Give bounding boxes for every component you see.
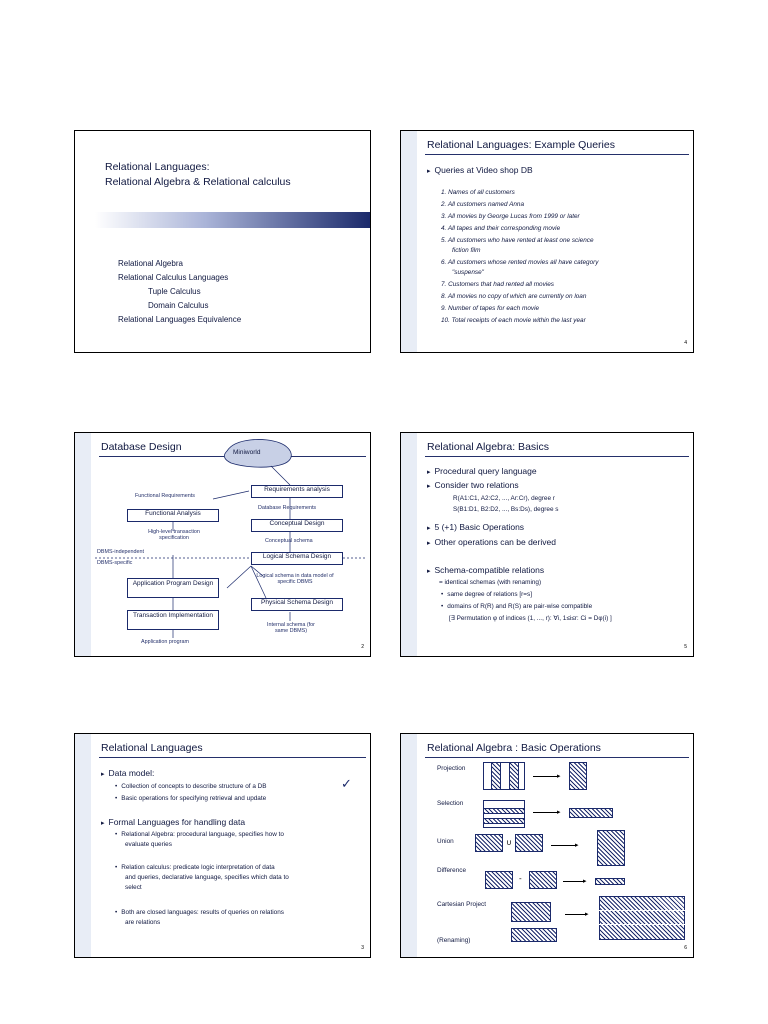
arrow-icon (533, 776, 559, 777)
bullet: ▸ Schema-compatible relations (427, 565, 544, 575)
page-number: 6 (684, 945, 687, 951)
title-rule (425, 456, 689, 457)
selection-row (483, 818, 525, 824)
projection-result (569, 762, 587, 790)
compat-line: = identical schemas (with renaming) (439, 579, 542, 586)
language-item: evaluate queries (125, 841, 172, 848)
slide1-title-line2: Relational Algebra & Relational calculus (105, 176, 291, 188)
selection-result (569, 808, 613, 818)
projection-col (509, 762, 519, 790)
title-rule (425, 757, 689, 758)
compat-line: [∃ Permutation φ of indices (1, ..., r): ∀i, 1≤i≤r: Ci = Dφ(i) ] (449, 615, 612, 622)
slide-basic-operations (400, 733, 694, 958)
bullet: ▸ Other operations can be derived (427, 537, 556, 547)
data-model-item: • Collection of concepts to describe structure of a DB (115, 783, 267, 790)
box-conceptual-design: Conceptual Design (251, 519, 343, 532)
cartesian-divider (599, 924, 685, 925)
title-gradient-bar (95, 212, 370, 228)
language-item: • Relational Algebra: procedural language, specifies how to (115, 831, 284, 838)
bullet: ▸ Consider two relations (427, 480, 519, 490)
slide-title (74, 130, 371, 353)
language-item: and queries, declarative language, specifies which data to (125, 874, 289, 881)
slide-sidebar (75, 734, 91, 957)
box-transaction-implementation: Transaction Implementation (127, 610, 219, 630)
title-rule (425, 154, 689, 155)
query-item: 2. All customers named Anna (441, 201, 524, 208)
op-selection: Selection (437, 800, 464, 807)
query-item: 9. Number of tapes for each movie (441, 305, 540, 312)
arrowhead-icon: ▸ (575, 842, 579, 849)
query-item: 3. All movies by George Lucas from 1999 or later (441, 213, 580, 220)
arrowhead-icon: ▸ (557, 809, 561, 816)
query-item: "suspense" (452, 269, 484, 276)
query-item: 5. All customers who have rented at least one science (441, 237, 594, 244)
op-difference: Difference (437, 867, 467, 874)
label-application-program: Application program (141, 639, 189, 645)
bullet: ▸ 5 (+1) Basic Operations (427, 522, 524, 532)
compat-line: • same degree of relations [r=s] (441, 591, 532, 598)
union-left (475, 834, 503, 852)
bullet: ▸ Queries at Video shop DB (427, 165, 533, 175)
slide-sidebar (401, 131, 417, 352)
box-requirements-analysis: Requirements analysis (251, 485, 343, 498)
arrow-icon (551, 845, 577, 846)
label-logical-schema: Logical schema in data model of specific DBMS (256, 573, 334, 585)
difference-result (595, 878, 625, 885)
toc-item: Relational Algebra (118, 259, 183, 268)
selection-row (483, 808, 525, 814)
arrow-icon (565, 914, 587, 915)
page-number: 5 (684, 644, 687, 650)
box-logical-schema-design: Logical Schema Design (251, 552, 343, 565)
bullet: ▸ Data model: (101, 768, 154, 778)
language-item: select (125, 884, 142, 891)
minus-icon: - (519, 874, 522, 883)
relation-s: S(B1:D1, B2:D2, ..., Bs:Ds), degree s (453, 506, 559, 513)
union-result (597, 830, 625, 866)
query-item: 6. All customers whose rented movies all have category (441, 259, 599, 266)
query-item: 7. Customers that had rented all movies (441, 281, 554, 288)
projection-col (491, 762, 501, 790)
op-projection: Projection (437, 765, 466, 772)
bullet: ▸ Procedural query language (427, 466, 537, 476)
union-right (515, 834, 543, 852)
label-dbms-independent: DBMS-independent (97, 549, 145, 555)
slide1-title-line1: Relational Languages: (105, 161, 210, 173)
box-application-program-design: Application Program Design (127, 578, 219, 598)
title-rule (99, 757, 366, 758)
arrowhead-icon: ▸ (557, 773, 561, 780)
relation-r: R(A1:C1, A2:C2, ..., Ar:Cr), degree r (453, 495, 555, 502)
box-physical-schema-design: Physical Schema Design (251, 598, 343, 611)
toc-item: Domain Calculus (148, 301, 209, 310)
slide-title: Relational Languages: Example Queries (427, 139, 615, 151)
slide-title: Relational Languages (101, 742, 203, 754)
cartesian-right (511, 928, 557, 942)
design-diagram-lines (75, 433, 371, 657)
cartesian-left (511, 902, 551, 922)
language-item: • Relation calculus: predicate logic interpretation of data (115, 864, 275, 871)
cartesian-result (599, 896, 685, 940)
query-item: fiction film (452, 247, 481, 254)
union-icon: ∪ (506, 838, 512, 847)
arrowhead-icon: ▸ (585, 911, 589, 918)
toc-item: Relational Languages Equivalence (118, 315, 242, 324)
page-number: 4 (684, 340, 687, 346)
op-cartesian-product: Cartesian Project (437, 901, 487, 908)
op-renaming: (Renaming) (437, 937, 471, 944)
query-item: 1. Names of all customers (441, 189, 515, 196)
toc-item: Relational Calculus Languages (118, 273, 229, 282)
label-dbms-specific: DBMS-specific (97, 560, 133, 566)
query-item: 4. All tapes and their corresponding movie (441, 225, 561, 232)
label-internal-schema: Internal schema (for same DBMS) (267, 622, 315, 634)
checkmark-icon: ✓ (341, 776, 352, 791)
label-high-level-spec: High-level transaction specification (148, 529, 200, 541)
page-number: 3 (361, 945, 364, 951)
label-functional-requirements: Functional Requirements (135, 493, 195, 499)
box-functional-analysis: Functional Analysis (127, 509, 219, 522)
difference-left (485, 871, 513, 889)
toc-item: Tuple Calculus (148, 287, 201, 296)
slide-relational-languages (74, 733, 371, 958)
op-union: Union (437, 838, 454, 845)
language-item: are relations (125, 919, 161, 926)
difference-right (529, 871, 557, 889)
slide-title: Database Design (101, 441, 182, 453)
arrow-icon (563, 881, 585, 882)
slide-sidebar (401, 433, 417, 656)
label-conceptual-schema: Conceptual schema (265, 538, 313, 544)
arrowhead-icon: ▸ (583, 878, 587, 885)
slide-sidebar (401, 734, 417, 957)
page-number: 2 (361, 644, 364, 650)
slide-title: Relational Algebra : Basic Operations (427, 742, 601, 754)
label-database-requirements: Database Requirements (258, 505, 317, 511)
cartesian-divider (599, 910, 685, 911)
slide-title: Relational Algebra: Basics (427, 441, 549, 453)
compat-line: • domains of R(R) and R(S) are pair-wise compatible (441, 603, 592, 610)
data-model-item: • Basic operations for specifying retrieval and update (115, 795, 266, 802)
language-item: • Both are closed languages: results of queries on relations (115, 909, 284, 916)
slide-example-queries (400, 130, 694, 353)
miniworld-label: Miniworld (233, 449, 261, 456)
arrow-icon (533, 812, 559, 813)
slide-database-design (74, 432, 371, 657)
query-item: 10. Total receipts of each movie within the last year (441, 317, 586, 324)
query-item: 8. All movies no copy of which are currently on loan (441, 293, 587, 300)
bullet: ▸ Formal Languages for handling data (101, 817, 245, 827)
slide-relational-algebra-basics (400, 432, 694, 657)
